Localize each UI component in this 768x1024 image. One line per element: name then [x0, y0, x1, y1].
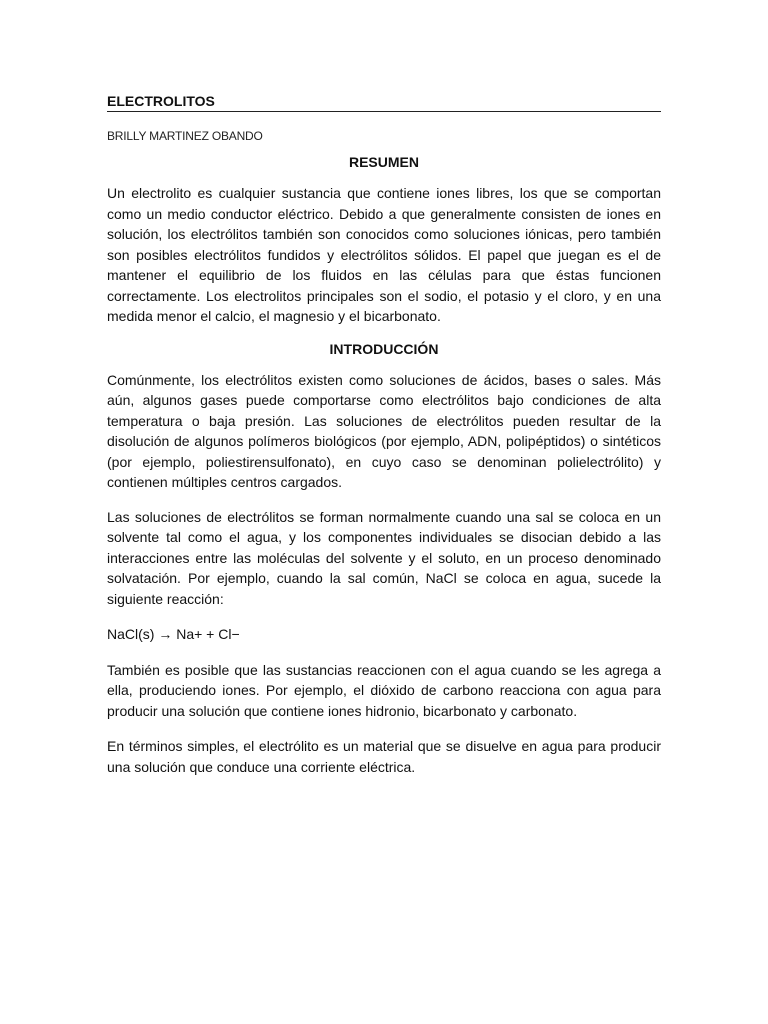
document-title: ELECTROLITOS — [107, 92, 661, 112]
section-heading-introduccion: INTRODUCCIÓN — [329, 340, 439, 357]
paragraph-resumen: Un electrolito es cualquier sustancia que contiene iones libres, los que se comportan como un medio conductor eléctrico. Debido a que generalmente consisten de iones en solución, los electrólitos también son conocidos como soluciones iónicas, pero también son posibles electrólitos fundidos y electrólitos sólidos. El papel que juegan es el de mantener el equilibrio de los fluidos en las células para que éstas funcionen correctamente. Los electrolitos principales son el sodio, el potasio y el cloro, y en una medida menor el calcio, el magnesio y el bicarbonato. — [107, 185, 661, 324]
document-body — [107, 92, 661, 777]
paragraph-intro-4: En términos simples, el electrólito es un material que se disuelve en agua para producir una solución que conduce una corriente eléctrica. — [107, 738, 661, 775]
paragraph-intro-3: También es posible que las sustancias reaccionen con el agua cuando se les agrega a ella, produciendo iones. Por ejemplo, el dióxido de carbono reacciona con agua para producir una solución que contiene iones hidronio, bicarbonato y carbonato. — [107, 661, 661, 719]
section-heading-resumen: RESUMEN — [348, 154, 419, 170]
chemical-equation: NaCl(s) → Na+ + Cl− — [107, 626, 240, 642]
paragraph-intro-2: Las soluciones de electrólitos se forman normalmente cuando una sal se coloca en un solvente tal como el agua, y los componentes individuales se disocian debido a las interacciones entre las moléculas del solvente y el soluto, en un proceso denominado solvatación. Por ejemplo, cuando la sal común, NaCl se coloca en agua, sucede la siguiente reacción: — [107, 508, 661, 607]
author-name: BRILLY MARTINEZ OBANDO — [107, 129, 263, 143]
paragraph-intro-1: Comúnmente, los electrólitos existen como soluciones de ácidos, bases o sales. Más aún, algunos gases puede comportarse como electrólitos bajo condiciones de alta temperatura o baja presión. Las soluciones de electrólitos pueden resultar de la disolución de algunos polímeros biológicos (por ejemplo, ADN, polipéptidos) o sintéticos (por ejemplo, poliestirensulfonato), en cuyo caso se denominan polielectrólito) y contienen múltiples centros cargados. — [107, 371, 661, 490]
